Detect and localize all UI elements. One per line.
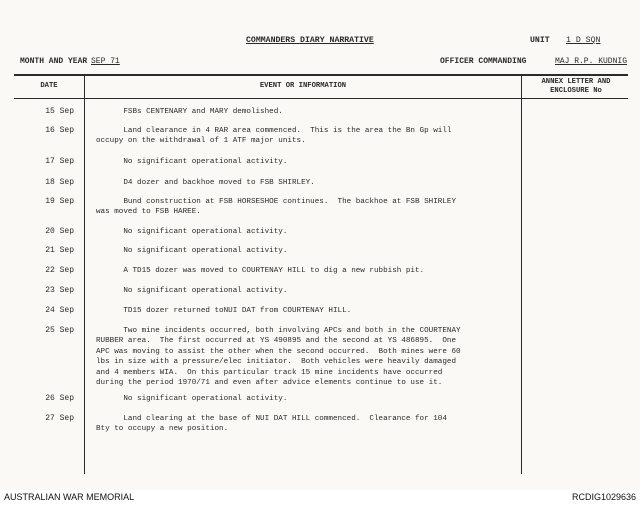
entry-date: 24 Sep <box>45 306 74 315</box>
entry-text: FSBs CENTENARY and MARY demolished. <box>96 108 283 116</box>
entry-text: Two mine incidents occurred, both involving APCs and both in the COURTENAY RUBBER area. The first occurred at YS 490895 and the second at YS 486895. One APC was moving to assist the other when the second occurred. Both mines were 60 lbs in size with a pressure/elec initiator. Both vehicles were heavily damaged and 4 members WIA. On this particular track 15 mine incidents have occurred during the period 1970/71 and even after advice elements continue to use it. <box>96 327 461 388</box>
entry-text: No significant operational activity. <box>96 158 288 166</box>
unit-value: 1 D SQN <box>566 36 601 45</box>
entry-text: Land clearance in 4 RAR area commenced. This is the area the Bn Gp will occupy on the withdrawal of 1 ATF major units. <box>96 127 452 146</box>
entry-text: TD15 dozer returned toNUI DAT from COURTENAY HILL. <box>96 307 352 315</box>
entry-date: 27 Sep <box>45 414 74 423</box>
entry-text: A TD15 dozer was moved to COURTENAY HILL to dig a new rubbish pit. <box>96 267 425 275</box>
entry-text: No significant operational activity. <box>96 395 288 403</box>
entry-text: Land clearing at the base of NUI DAT HILL commenced. Clearance for 104 Bty to occupy a new position. <box>96 415 447 434</box>
event-column-header: EVENT OR INFORMATION <box>259 82 347 90</box>
entry-date: 20 Sep <box>45 227 74 236</box>
entry-text: No significant operational activity. <box>96 228 288 236</box>
entry-date: 16 Sep <box>45 126 74 135</box>
entry-date: 26 Sep <box>45 394 74 403</box>
entry-text: No significant operational activity. <box>96 247 288 255</box>
entry-date: 17 Sep <box>45 157 74 166</box>
entry-date: 15 Sep <box>45 107 74 116</box>
entry-date: 18 Sep <box>45 178 74 187</box>
annex-column-divider <box>521 74 522 474</box>
month-year-label: MONTH AND YEAR <box>20 57 88 66</box>
entry-text: No significant operational activity. <box>96 287 288 295</box>
page-title: COMMANDERS DIARY NARRATIVE <box>246 36 374 45</box>
table-top-rule <box>14 74 628 76</box>
entry-date: 19 Sep <box>45 197 74 206</box>
entry-date: 22 Sep <box>45 266 74 275</box>
entry-text: Bund construction at FSB HORSESHOE continues. The backhoe at FSB SHIRLEY was moved to FSB HAREE. <box>96 198 457 217</box>
month-year-value: SEP 71 <box>91 57 120 66</box>
date-column-header: DATE <box>40 82 58 90</box>
entry-date: 21 Sep <box>45 246 74 255</box>
footer-record-id: RCDIG1029636 <box>571 492 636 502</box>
officer-commanding-value: MAJ R.P. KUDNIG <box>555 57 628 66</box>
entry-date: 25 Sep <box>45 326 74 335</box>
unit-label: UNIT <box>530 36 550 45</box>
entry-text: D4 dozer and backhoe moved to FSB SHIRLEY. <box>96 179 315 187</box>
date-column-divider <box>84 74 85 474</box>
entry-date: 23 Sep <box>45 286 74 295</box>
table-header-rule <box>14 98 628 99</box>
officer-commanding-label: OFFICER COMMANDING <box>440 57 527 66</box>
footer-archive-name: AUSTRALIAN WAR MEMORIAL <box>4 492 135 502</box>
annex-column-header: ANNEX LETTER AND ENCLOSURE No <box>541 78 611 95</box>
